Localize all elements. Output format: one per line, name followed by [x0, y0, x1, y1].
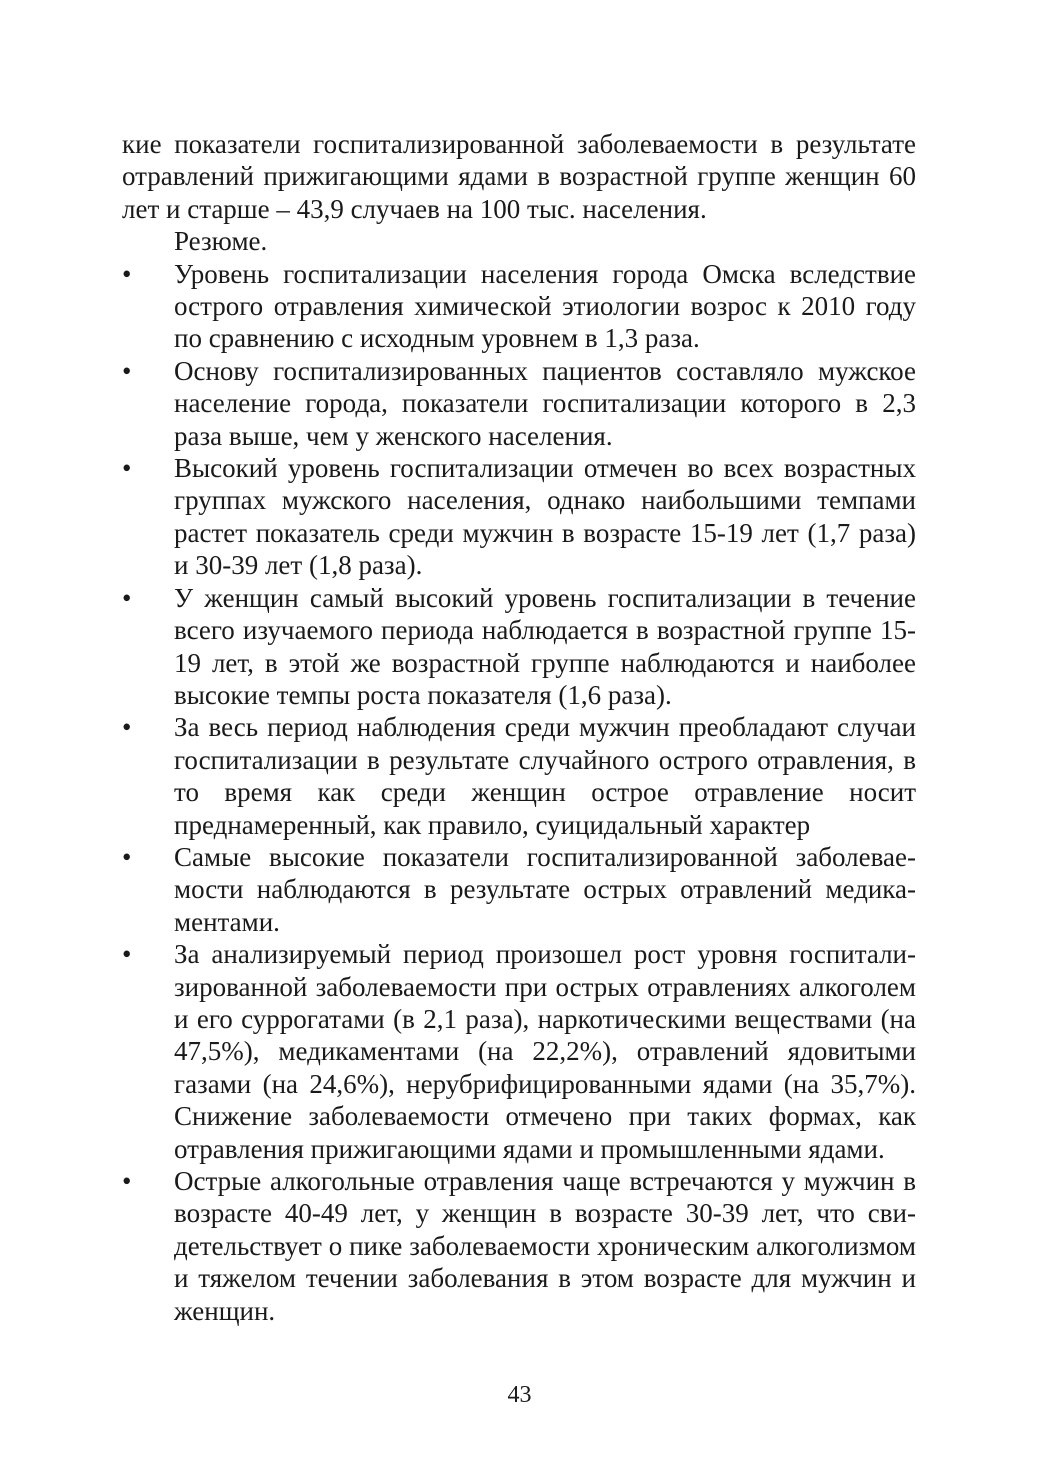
- list-item-text: Острые алкогольные отравления чаще встречаются у мужчин в возрасте 40-49 лет, у женщин в возрасте 30-39 лет, что свидетельствует о пике заболеваемости хроническим алкоголизмом и тяжелом течении заболевания в этом возрасте для мужчин и женщин.: [174, 1166, 916, 1326]
- bullet-icon: •: [122, 939, 132, 970]
- bullet-icon: •: [122, 355, 132, 386]
- bullet-icon: •: [122, 1166, 132, 1196]
- bullet-icon: •: [122, 841, 132, 872]
- body-text: [122, 128, 916, 1327]
- list-item: [122, 938, 916, 1165]
- page-number: 43: [507, 1382, 532, 1408]
- list-item: [122, 711, 916, 841]
- list-item-text: У женщин самый высокий уровень госпитализации в течение всего изучаемого периода наблюдается в возрастной группе 15-19 лет, в этой же возрастной группе наблюдаются и наиболее высокие темпы роста показателя (1,6 раза).: [174, 582, 916, 710]
- list-item-text: За весь период наблюдения среди мужчин преобладают случаи госпитализации в результате случайного острого отравления, в то время как среди женщин острое отравление носит преднамеренный, как правило, суицидальный характер: [174, 712, 916, 840]
- list-item-text: Самые высокие показатели госпитализированной заболеваемости наблюдаются в результате острых отравлений медикаментами.: [174, 841, 916, 937]
- list-item: [122, 1165, 916, 1327]
- list-item-text: Основу госпитализированных пациентов составляло мужское население города, показатели госпитализации которого в 2,3 раза выше, чем у женского населения.: [174, 355, 916, 451]
- bullet-icon: •: [122, 712, 132, 743]
- list-item: [122, 841, 916, 938]
- list-item: [122, 452, 916, 582]
- list-item-text: За анализируемый период произошел рост уровня госпитализированной заболеваемости при острых отравлениях алкоголем и его суррогатами (в 2,1 раза), наркотическими веществами (на 47,5%), медикаментами (на 22,2%), отравлений ядовитыми газами (на 24,6%), нерубрифицированными ядами (на 35,7%). Снижение заболеваемости отмечено при таких формах, как отравления прижигающими ядами и промышленными ядами.: [174, 939, 916, 1164]
- list-item: [122, 355, 916, 452]
- summary-heading: Резюме.: [174, 226, 268, 257]
- bullet-icon: •: [122, 453, 132, 484]
- intro-paragraph: кие показатели госпитализированной заболеваемости в результате отравлений прижигающими ядами в возрастной группе женщин 60 лет и старше – 43,9 случаев на 100 тыс. населения.: [122, 129, 916, 224]
- list-item-text: Высокий уровень госпитализации отмечен во всех возрастных группах мужского населения, однако наибольшими темпами растет показатель среди мужчин в возрасте 15-19 лет (1,7 раза) и 30-39 лет (1,8 раза).: [174, 453, 916, 581]
- list-item: [122, 582, 916, 712]
- summary-list: [122, 258, 916, 1327]
- list-item-text: Уровень госпитализации населения города Омска вследствие острого отравления химической этиологии возрос к 2010 году по сравнению с исходным уровнем в 1,3 раза.: [174, 258, 916, 354]
- bullet-icon: •: [122, 582, 132, 613]
- list-item: [122, 258, 916, 355]
- bullet-icon: •: [122, 258, 132, 289]
